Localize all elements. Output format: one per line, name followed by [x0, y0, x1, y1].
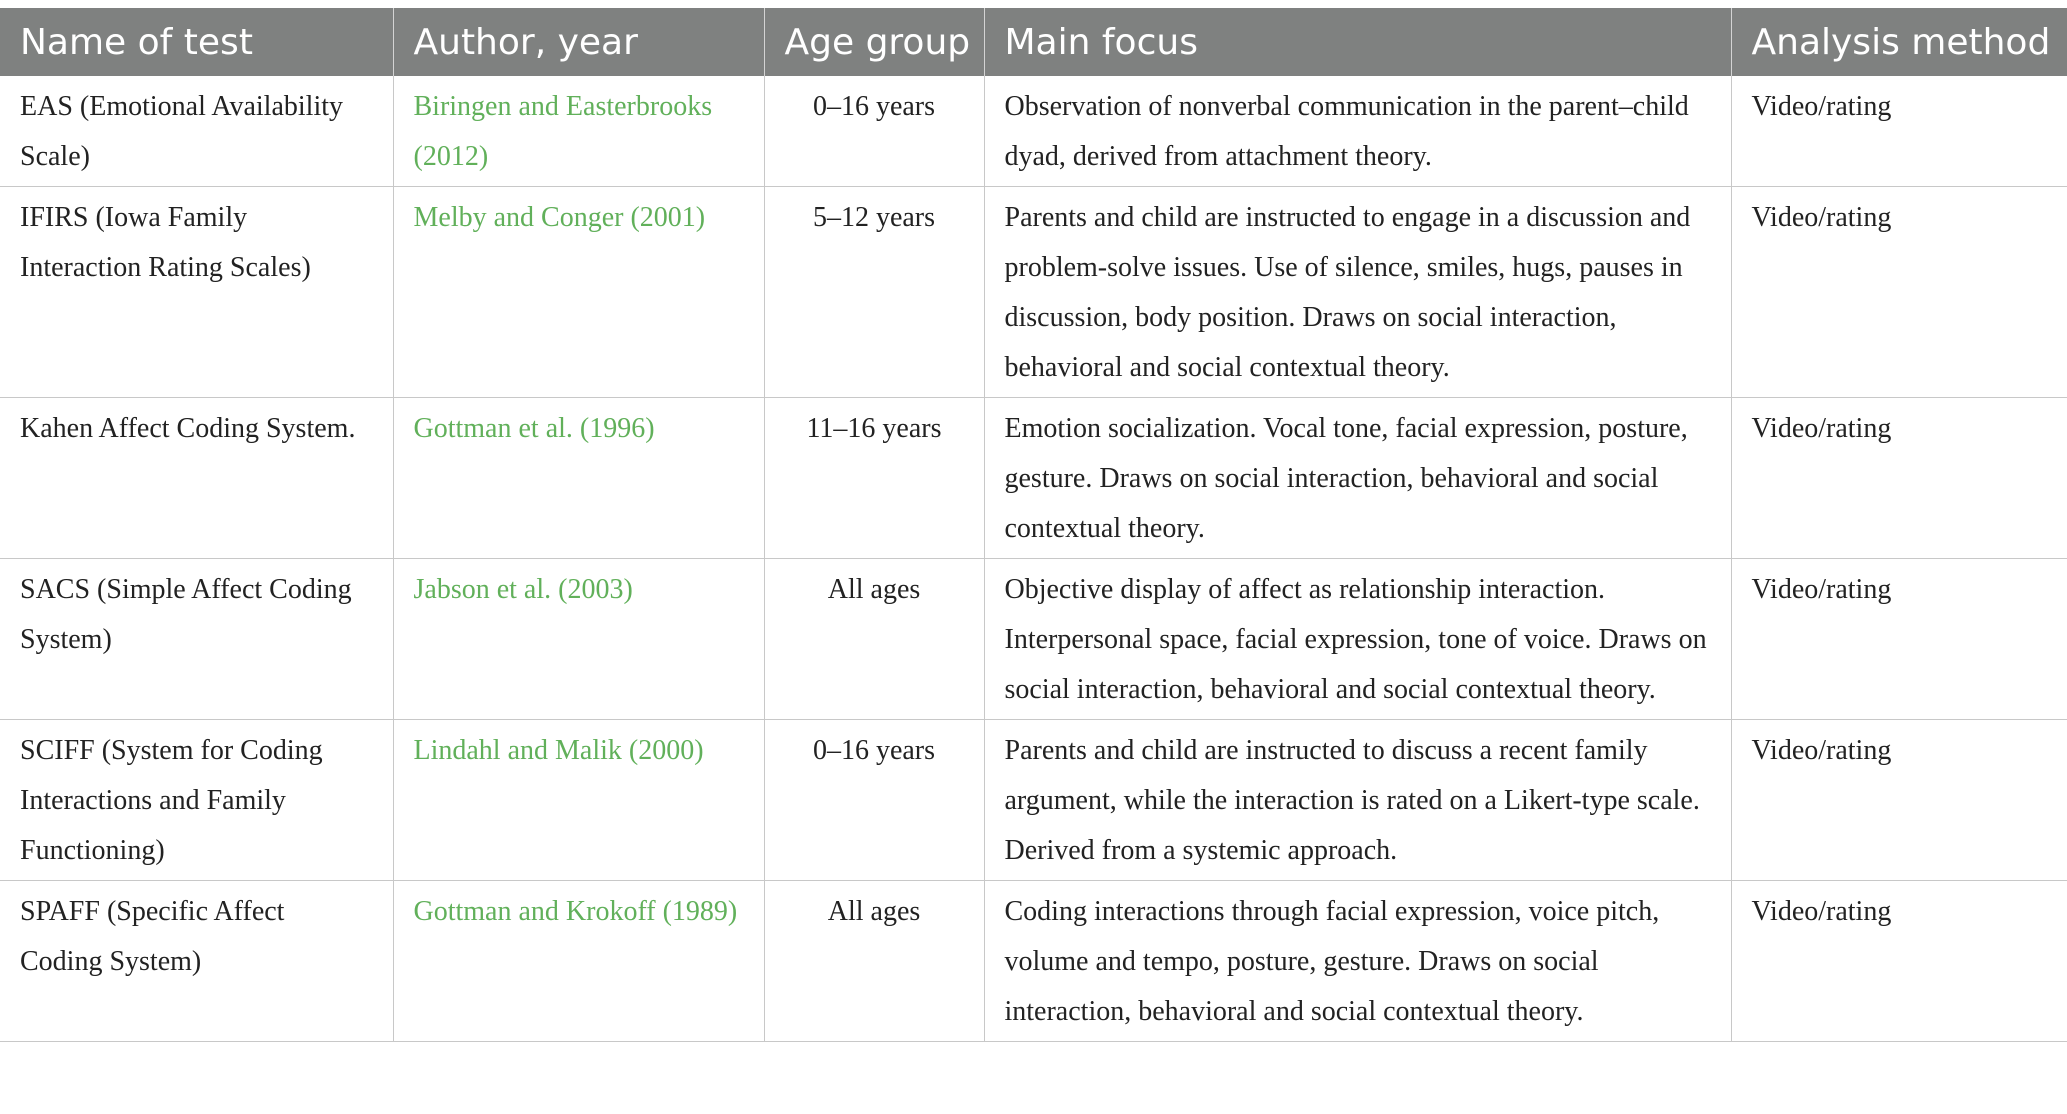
table-row: [0, 559, 2067, 720]
cell-test-name: SCIFF (System for Coding Interactions and Family Functioning): [0, 720, 393, 881]
header-name-of-test: Name of test: [0, 8, 393, 76]
header-age-group: Age group: [764, 8, 984, 76]
cell-author-link[interactable]: Gottman et al. (1996): [393, 398, 764, 559]
cell-author-link[interactable]: Biringen and Easterbrooks (2012): [393, 76, 764, 187]
header-analysis-method: Analysis method: [1731, 8, 2067, 76]
cell-main-focus: Observation of nonverbal communication in the parent–child dyad, derived from attachment theory.: [984, 76, 1731, 187]
cell-age-group: 11–16 years: [764, 398, 984, 559]
cell-author-link[interactable]: Lindahl and Malik (2000): [393, 720, 764, 881]
cell-age-group: 5–12 years: [764, 187, 984, 398]
cell-analysis-method: Video/rating: [1731, 187, 2067, 398]
cell-main-focus: Parents and child are instructed to discuss a recent family argument, while the interaction is rated on a Likert-type scale. Derived from a systemic approach.: [984, 720, 1731, 881]
cell-analysis-method: Video/rating: [1731, 881, 2067, 1042]
cell-author-link[interactable]: Gottman and Krokoff (1989): [393, 881, 764, 1042]
cell-analysis-method: Video/rating: [1731, 76, 2067, 187]
cell-main-focus: Parents and child are instructed to engage in a discussion and problem-solve issues. Use of silence, smiles, hugs, pauses in discussion, body position. Draws on social interaction, behavioral and social contextual theory.: [984, 187, 1731, 398]
table-row: [0, 187, 2067, 398]
cell-author-link[interactable]: Jabson et al. (2003): [393, 559, 764, 720]
header-row: [0, 8, 2067, 76]
table-row: [0, 881, 2067, 1042]
cell-analysis-method: Video/rating: [1731, 559, 2067, 720]
cell-analysis-method: Video/rating: [1731, 398, 2067, 559]
cell-age-group: 0–16 years: [764, 76, 984, 187]
cell-main-focus: Emotion socialization. Vocal tone, facial expression, posture, gesture. Draws on social interaction, behavioral and social contextual theory.: [984, 398, 1731, 559]
cell-age-group: All ages: [764, 559, 984, 720]
cell-main-focus: Coding interactions through facial expression, voice pitch, volume and tempo, posture, gesture. Draws on social interaction, behavioral and social contextual theory.: [984, 881, 1731, 1042]
cell-test-name: SPAFF (Specific Affect Coding System): [0, 881, 393, 1042]
table-row: [0, 720, 2067, 881]
table-row: [0, 398, 2067, 559]
table-header: [0, 8, 2067, 76]
comparison-table: [0, 8, 2067, 1042]
cell-age-group: 0–16 years: [764, 720, 984, 881]
cell-age-group: All ages: [764, 881, 984, 1042]
header-main-focus: Main focus: [984, 8, 1731, 76]
table-row: [0, 76, 2067, 187]
cell-test-name: IFIRS (Iowa Family Interaction Rating Scales): [0, 187, 393, 398]
header-author-year: Author, year: [393, 8, 764, 76]
cell-author-link[interactable]: Melby and Conger (2001): [393, 187, 764, 398]
table-body: [0, 76, 2067, 1042]
cell-analysis-method: Video/rating: [1731, 720, 2067, 881]
cell-test-name: EAS (Emotional Availability Scale): [0, 76, 393, 187]
cell-test-name: Kahen Affect Coding System.: [0, 398, 393, 559]
cell-main-focus: Objective display of affect as relationship interaction. Interpersonal space, facial expression, tone of voice. Draws on social interaction, behavioral and social contextual theory.: [984, 559, 1731, 720]
comparison-table-container: [0, 8, 2067, 1042]
cell-test-name: SACS (Simple Affect Coding System): [0, 559, 393, 720]
